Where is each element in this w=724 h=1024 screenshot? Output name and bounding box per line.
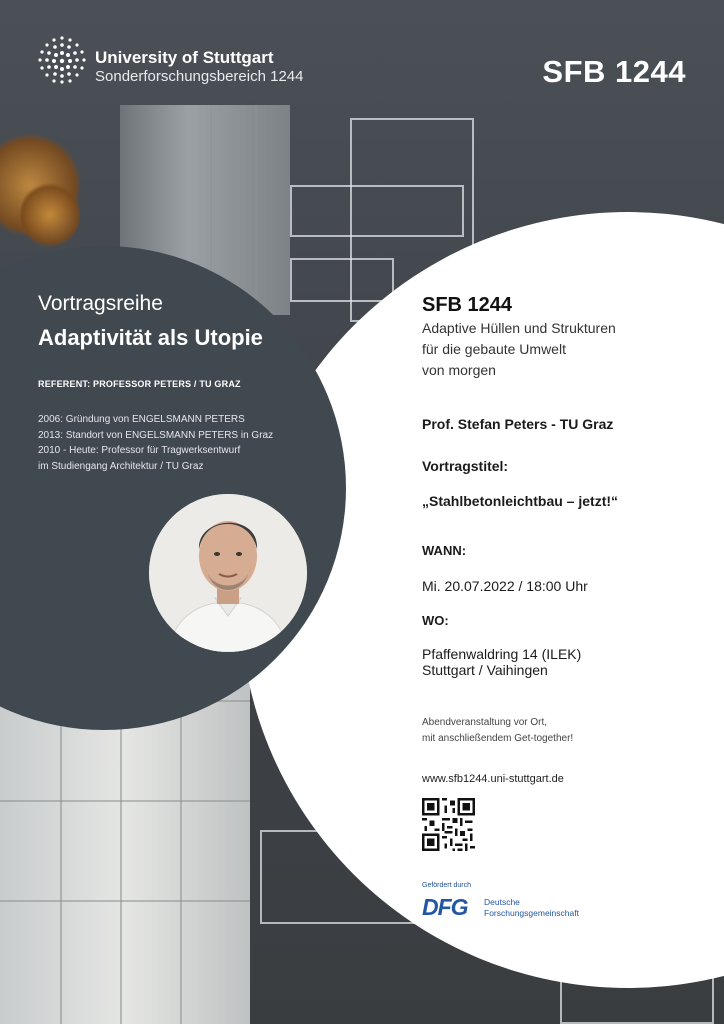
when-value: Mi. 20.07.2022 / 18:00 Uhr: [422, 578, 588, 594]
autumn-leaves: [20, 180, 80, 250]
dfg-logo: DFG: [422, 894, 468, 920]
university-subtitle: Sonderforschungsbereich 1244: [95, 68, 304, 85]
description-line: von morgen: [422, 362, 496, 378]
funded-by-label: Gefördert durch: [422, 882, 472, 889]
series-label: Vortragsreihe: [38, 292, 163, 315]
description-line: Adaptive Hüllen und Strukturen: [422, 320, 616, 336]
talk-title-label: Vortragstitel:: [422, 458, 509, 474]
scaffold-platform: [290, 185, 464, 237]
series-title: Adaptivität als Utopie: [38, 325, 263, 350]
sfb-heading: SFB 1244: [422, 294, 513, 316]
bio-line: 2013: Standort von ENGELSMANN PETERS in Graz: [38, 429, 274, 441]
sfb-description: [422, 318, 616, 381]
person-icon: [149, 494, 307, 652]
talk-title: „Stahlbetonleichtbau – jetzt!“: [422, 493, 619, 509]
note-line: Abendveranstaltung vor Ort,: [422, 717, 548, 728]
speaker-name: Prof. Stefan Peters - TU Graz: [422, 416, 614, 432]
event-note: [422, 715, 573, 747]
description-line: für die gebaute Umwelt: [422, 341, 566, 357]
speaker-reference: REFERENT: PROFESSOR PETERS / TU GRAZ: [38, 379, 241, 389]
university-name: University of Stuttgart: [95, 48, 274, 67]
dotted-circle-logo-icon: [36, 34, 88, 86]
dfg-name-line: Forschungsgemeinschaft: [484, 908, 579, 918]
speaker-bio: [38, 412, 273, 474]
website-link[interactable]: www.sfb1244.uni-stuttgart.de: [422, 773, 564, 785]
dfg-name: [484, 897, 579, 919]
facade-line: [0, 900, 250, 902]
dfg-name-line: Deutsche: [484, 897, 520, 907]
where-value: [422, 646, 581, 678]
facade-line: [255, 105, 257, 315]
qr-code-icon[interactable]: [422, 798, 475, 851]
note-line: mit anschließendem Get-together!: [422, 733, 574, 744]
bio-line: 2010 - Heute: Professor für Tragwerksentwurf: [38, 445, 241, 456]
bio-line: im Studiengang Architektur / TU Graz: [38, 460, 204, 472]
speaker-portrait: [149, 494, 307, 652]
address-line: Stuttgart / Vaihingen: [422, 662, 548, 678]
sfb-logo: SFB 1244: [542, 54, 686, 89]
when-label: WANN:: [422, 543, 467, 558]
address-line: Pfaffenwaldring 14 (ILEK): [422, 646, 582, 662]
bio-line: 2006: Gründung von ENGELSMANN PETERS: [38, 414, 245, 425]
facade-line: [0, 800, 250, 802]
scaffold-platform: [290, 258, 394, 302]
where-label: WO:: [422, 613, 449, 628]
